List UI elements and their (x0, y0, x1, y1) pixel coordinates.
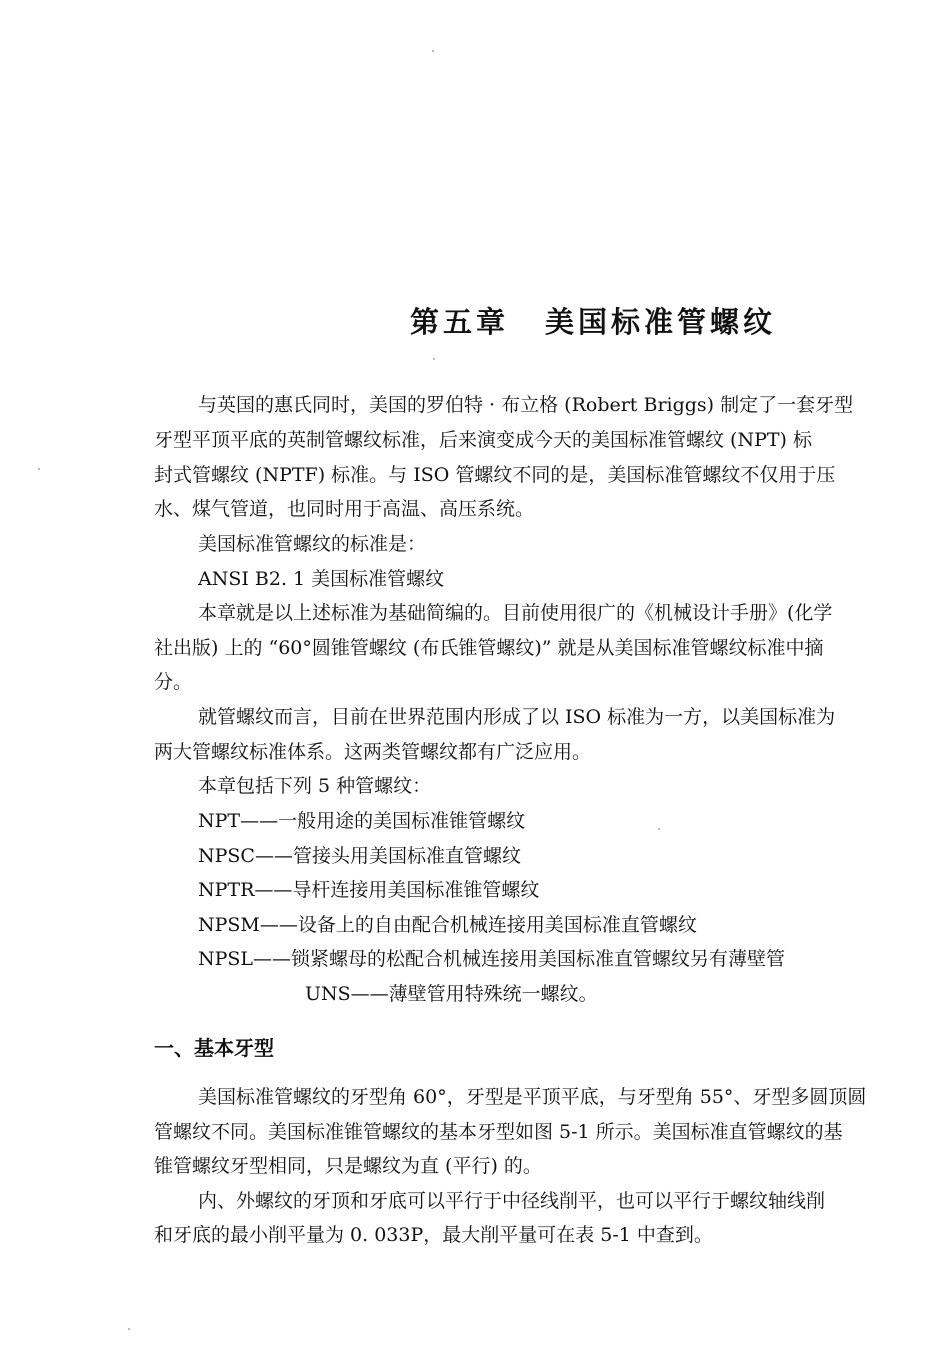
profile-line-2: 管螺纹不同。美国标准锥管螺纹的基本牙型如图 5-1 所示。美国标准直管螺纹的基 (154, 1121, 843, 1143)
intro-line-4: 水、煤气管道，也同时用于高温、高压系统。 (154, 498, 535, 520)
type-item-nptr: NPTR——导杆连接用美国标准锥管螺纹 (198, 879, 540, 901)
standard-item: ANSI B2. 1 美国标准管螺纹 (198, 568, 445, 590)
intro-line-2: 牙型平顶平底的英制管螺纹标准，后来演变成今天的美国标准管螺纹 (NPT) 标 (154, 429, 812, 451)
profile-line-3: 锥管螺纹牙型相同，只是螺纹为直 (平行) 的。 (154, 1155, 542, 1177)
basis-line-2: 社出版) 上的 “60°圆锥管螺纹 (布氏锥管螺纹)” 就是从美国标准管螺纹标准中摘 (154, 637, 824, 659)
types-heading: 本章包括下列 5 种管螺纹： (198, 775, 432, 797)
scan-speck (433, 358, 435, 360)
type-item-uns: UNS——薄壁管用特殊统一螺纹。 (305, 983, 598, 1005)
intro-line-3: 封式管螺纹 (NPTF) 标准。与 ISO 管螺纹不同的是，美国标准管螺纹不仅用于压 (154, 464, 836, 486)
basis-line-1: 本章就是以上述标准为基础简编的。目前使用很广的《机械设计手册》(化学 (198, 602, 833, 624)
context-line-1: 就管螺纹而言，目前在世界范围内形成了以 ISO 标准为一方，以美国标准为 (198, 706, 836, 728)
type-item-npsm: NPSM——设备上的自由配合机械连接用美国标准直管螺纹 (198, 914, 697, 936)
scan-speck (128, 1328, 130, 1330)
type-item-npt: NPT——一般用途的美国标准锥管螺纹 (198, 810, 526, 832)
type-item-npsl: NPSL——锁紧螺母的松配合机械连接用美国标准直管螺纹另有薄壁管 (198, 948, 786, 970)
chapter-number: 第五章 (410, 305, 510, 339)
truncation-line-2: 和牙底的最小削平量为 0. 033P，最大削平量可在表 5-1 中查到。 (154, 1224, 713, 1246)
basis-line-3: 分。 (154, 671, 193, 693)
scan-speck (432, 50, 434, 52)
scan-speck (38, 468, 40, 470)
type-item-npsc: NPSC——管接头用美国标准直管螺纹 (198, 845, 521, 867)
standard-heading: 美国标准管螺纹的标准是： (198, 533, 427, 555)
chapter-name: 美国标准管螺纹 (545, 305, 777, 339)
section-title-basic-profile: 一、基本牙型 (154, 1036, 274, 1060)
chapter-title (410, 300, 776, 341)
scan-speck (658, 828, 660, 830)
intro-line-1: 与英国的惠氏同时，美国的罗伯特 · 布立格 (Robert Briggs) 制定了一套牙型 (198, 394, 854, 416)
truncation-line-1: 内、外螺纹的牙顶和牙底可以平行于中径线削平，也可以平行于螺纹轴线削 (198, 1190, 826, 1212)
profile-line-1: 美国标准管螺纹的牙型角 60°，牙型是平顶平底，与牙型角 55°、牙型多圆顶圆 (198, 1086, 867, 1108)
context-line-2: 两大管螺纹标准体系。这两类管螺纹都有广泛应用。 (154, 741, 592, 763)
